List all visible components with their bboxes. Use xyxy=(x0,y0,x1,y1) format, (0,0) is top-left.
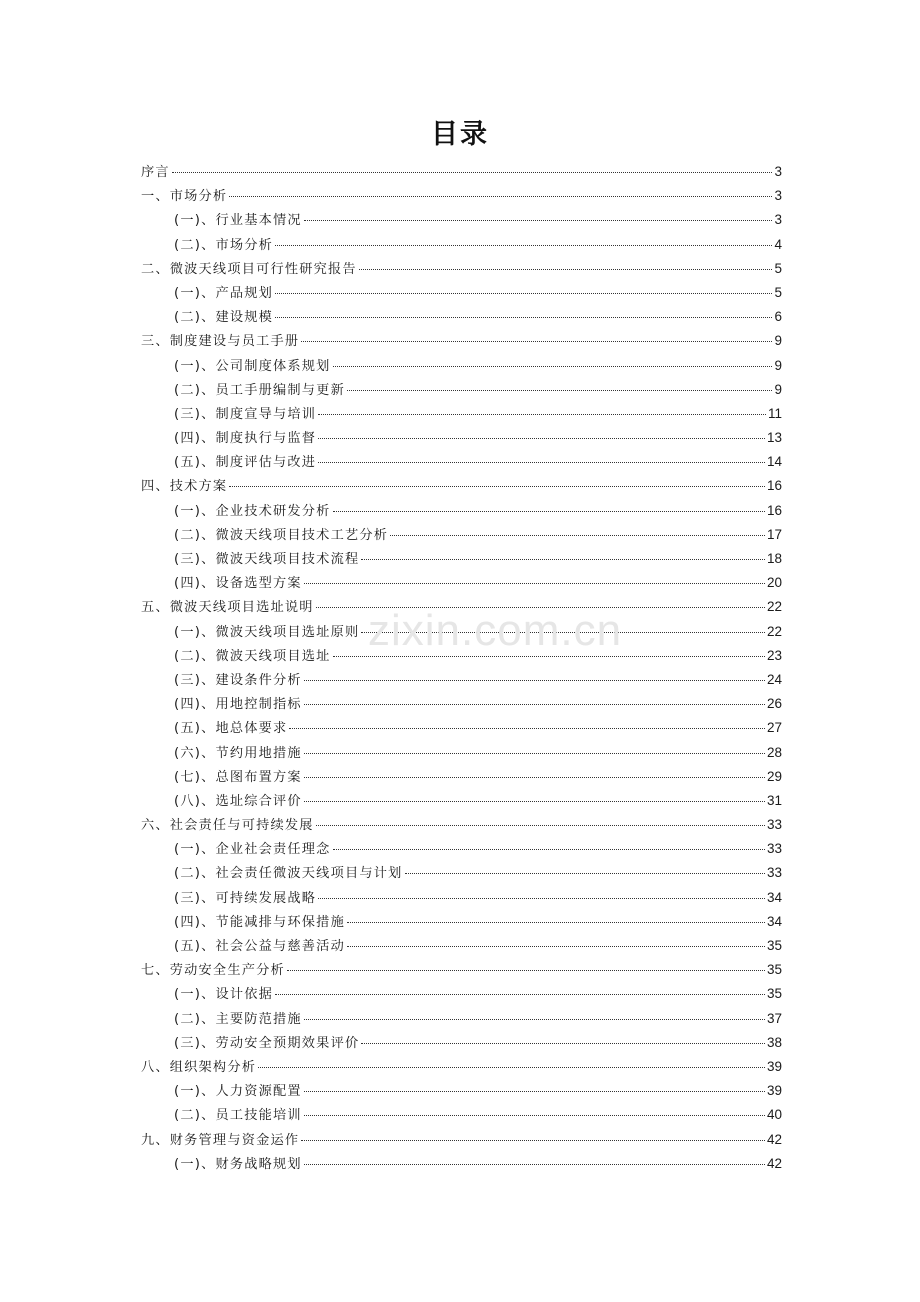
dot-leader xyxy=(289,727,765,729)
toc-entry[interactable] xyxy=(141,474,782,498)
toc-entry[interactable] xyxy=(141,741,782,765)
toc-entry[interactable] xyxy=(141,716,782,740)
dot-leader xyxy=(304,1090,765,1092)
toc-entry-page-number: 24 xyxy=(766,671,782,687)
toc-entry-label: 一、市场分析 xyxy=(141,189,228,205)
dot-leader xyxy=(304,679,765,681)
dot-leader xyxy=(333,365,773,367)
toc-entry-label: (二)、社会责任微波天线项目与计划 xyxy=(174,866,403,882)
toc-entry[interactable] xyxy=(141,1103,782,1127)
toc-entry[interactable] xyxy=(141,692,782,716)
dot-leader xyxy=(304,219,773,221)
toc-entry[interactable] xyxy=(141,644,782,668)
toc-entry-page-number: 40 xyxy=(766,1107,782,1123)
toc-entry[interactable] xyxy=(141,837,782,861)
toc-entry-label: (五)、地总体要求 xyxy=(174,721,288,737)
dot-leader xyxy=(347,389,773,391)
toc-entry-page-number: 17 xyxy=(766,526,782,542)
dot-leader xyxy=(361,631,765,633)
toc-entry[interactable] xyxy=(141,329,782,353)
toc-entry[interactable] xyxy=(141,499,782,523)
toc-entry[interactable] xyxy=(141,354,782,378)
dot-leader xyxy=(333,655,765,657)
toc-entry-label: (三)、建设条件分析 xyxy=(174,672,302,688)
dot-leader xyxy=(359,268,773,270)
toc-entry[interactable] xyxy=(141,958,782,982)
dot-leader xyxy=(275,244,772,246)
toc-entry-page-number: 33 xyxy=(766,817,782,833)
dot-leader xyxy=(304,582,765,584)
toc-entry-label: (三)、可持续发展战略 xyxy=(174,890,317,906)
toc-entry-label: (二)、微波天线项目选址 xyxy=(174,648,331,664)
toc-entry-label: (六)、节约用地措施 xyxy=(174,745,302,761)
toc-entry-label: (一)、人力资源配置 xyxy=(174,1084,302,1100)
toc-entry-page-number: 28 xyxy=(766,744,782,760)
toc-entry-label: 八、组织架构分析 xyxy=(141,1059,257,1075)
toc-entry-page-number: 20 xyxy=(766,575,782,591)
toc-entry[interactable] xyxy=(141,813,782,837)
toc-entry-page-number: 22 xyxy=(766,623,782,639)
toc-entry[interactable] xyxy=(141,160,782,184)
dot-leader xyxy=(347,921,765,923)
toc-entry[interactable] xyxy=(141,571,782,595)
toc-entry-page-number: 9 xyxy=(774,381,782,397)
dot-leader xyxy=(304,776,765,778)
toc-entry-label: (一)、产品规划 xyxy=(174,285,274,301)
toc-entry-label: (二)、员工技能培训 xyxy=(174,1108,302,1124)
toc-entry[interactable] xyxy=(141,305,782,329)
toc-entry[interactable] xyxy=(141,1079,782,1103)
dot-leader xyxy=(361,1042,765,1044)
toc-entry-page-number: 3 xyxy=(774,212,782,228)
toc-entry-label: (三)、微波天线项目技术流程 xyxy=(174,552,360,567)
dot-leader xyxy=(304,752,765,754)
toc-entry-page-number: 3 xyxy=(774,164,782,179)
toc-entry-label: (一)、设计依据 xyxy=(174,987,274,1003)
toc-title: 目录 xyxy=(431,119,489,150)
dot-leader xyxy=(390,534,765,536)
toc-entry-page-number: 37 xyxy=(766,1010,782,1026)
toc-entry-page-number: 4 xyxy=(774,236,782,252)
toc-entry-page-number: 23 xyxy=(766,647,782,663)
toc-entry-label: (二)、市场分析 xyxy=(174,237,274,253)
toc-entry-page-number: 35 xyxy=(766,986,782,1002)
toc-entry-page-number: 9 xyxy=(774,333,782,349)
toc-entry-label: 四、技术方案 xyxy=(141,479,228,495)
dot-leader xyxy=(333,510,765,512)
toc-entry-page-number: 5 xyxy=(774,260,782,276)
dot-leader xyxy=(304,1163,765,1165)
toc-entry[interactable] xyxy=(141,233,782,257)
toc-entry-label: 二、微波天线项目可行性研究报告 xyxy=(141,261,357,277)
toc-entry-page-number: 18 xyxy=(766,551,782,566)
toc-entry-label: (四)、制度执行与监督 xyxy=(174,431,317,447)
toc-entry[interactable] xyxy=(141,1055,782,1079)
toc-entry-page-number: 42 xyxy=(766,1155,782,1171)
toc-entry[interactable] xyxy=(141,523,782,547)
toc-entry[interactable] xyxy=(141,595,782,619)
toc-entry[interactable] xyxy=(141,789,782,813)
toc-entry[interactable] xyxy=(141,402,782,426)
dot-leader xyxy=(333,848,765,850)
watermark: zixin.com.cn xyxy=(368,606,623,655)
toc-entry-page-number: 34 xyxy=(766,913,782,929)
dot-leader xyxy=(304,1114,765,1116)
toc-entry-page-number: 39 xyxy=(766,1083,782,1099)
dot-leader xyxy=(229,195,772,197)
toc-entry-page-number: 16 xyxy=(766,502,782,518)
toc-entry-page-number: 6 xyxy=(774,309,782,325)
toc-entry[interactable] xyxy=(141,1152,782,1176)
toc-entry-page-number: 34 xyxy=(766,889,782,905)
toc-entry-page-number: 11 xyxy=(767,405,782,421)
dot-leader xyxy=(301,1139,765,1141)
toc-entry-label: (七)、总图布置方案 xyxy=(174,769,302,785)
toc-entry-page-number: 3 xyxy=(774,188,782,204)
dot-leader xyxy=(304,703,765,705)
toc-entry-label: (五)、制度评估与改进 xyxy=(174,455,317,471)
toc-entry-label: (一)、企业社会责任理念 xyxy=(174,842,331,858)
toc-entry[interactable] xyxy=(141,257,782,281)
toc-entry-label: (四)、设备选型方案 xyxy=(174,576,302,592)
toc-entry[interactable] xyxy=(141,1031,782,1055)
toc-entry-label: (四)、用地控制指标 xyxy=(174,697,302,713)
toc-entry[interactable] xyxy=(141,765,782,789)
dot-leader xyxy=(316,824,765,826)
toc-entry-label: 五、微波天线项目选址说明 xyxy=(141,600,314,616)
toc-entry[interactable] xyxy=(141,378,782,402)
toc-entry-label: (二)、员工手册编制与更新 xyxy=(174,382,345,398)
toc-entry-label: (一)、财务战略规划 xyxy=(174,1156,302,1172)
toc-entry-label: 序言 xyxy=(141,165,170,180)
toc-entry-label: (二)、主要防范措施 xyxy=(174,1011,302,1027)
toc-entry[interactable] xyxy=(141,426,782,450)
dot-leader xyxy=(229,485,765,487)
toc-entry[interactable] xyxy=(141,547,782,571)
toc-entry-label: (五)、社会公益与慈善活动 xyxy=(174,939,345,954)
toc-entry-page-number: 14 xyxy=(766,454,782,470)
toc-entry-label: (三)、制度宣导与培训 xyxy=(174,406,317,422)
toc-entry[interactable] xyxy=(141,1128,782,1152)
toc-entry-label: (一)、公司制度体系规划 xyxy=(174,358,331,374)
dot-leader xyxy=(361,558,765,560)
toc-entry[interactable] xyxy=(141,886,782,910)
toc-entry-label: (二)、微波天线项目技术工艺分析 xyxy=(174,527,389,543)
toc-entry-page-number: 9 xyxy=(774,357,782,373)
dot-leader xyxy=(304,800,765,802)
toc-entry[interactable] xyxy=(141,668,782,692)
toc-entry-label: (三)、劳动安全预期效果评价 xyxy=(174,1035,360,1051)
dot-leader xyxy=(347,945,765,947)
toc-entry-page-number: 39 xyxy=(766,1058,782,1074)
dot-leader xyxy=(287,969,765,971)
toc-entry[interactable] xyxy=(141,934,782,958)
dot-leader xyxy=(318,413,766,415)
toc-entry-label: (二)、建设规模 xyxy=(174,310,274,326)
dot-leader xyxy=(258,1066,765,1068)
toc-entry-label: 六、社会责任与可持续发展 xyxy=(141,818,314,834)
table-of-contents xyxy=(141,160,782,1176)
toc-entry-label: 七、劳动安全生产分析 xyxy=(141,963,285,979)
toc-entry-page-number: 33 xyxy=(766,841,782,857)
toc-entry-page-number: 29 xyxy=(766,768,782,784)
toc-entry-page-number: 22 xyxy=(766,599,782,615)
toc-entry[interactable] xyxy=(141,450,782,474)
toc-entry-page-number: 26 xyxy=(766,696,782,712)
dot-leader xyxy=(318,437,765,439)
dot-leader xyxy=(318,897,765,899)
toc-entry-page-number: 42 xyxy=(766,1131,782,1147)
dot-leader xyxy=(275,316,772,318)
dot-leader xyxy=(301,340,772,342)
toc-entry[interactable] xyxy=(141,861,782,885)
dot-leader xyxy=(275,292,772,294)
toc-entry-label: (一)、行业基本情况 xyxy=(174,213,302,229)
toc-entry[interactable] xyxy=(141,208,782,232)
toc-entry[interactable] xyxy=(141,1007,782,1031)
toc-entry-label: (八)、选址综合评价 xyxy=(174,793,302,809)
toc-entry-label: 三、制度建设与员工手册 xyxy=(141,334,300,350)
toc-entry-page-number: 16 xyxy=(766,478,782,494)
toc-entry-page-number: 5 xyxy=(774,284,782,300)
dot-leader xyxy=(172,171,773,173)
toc-entry-label: (一)、企业技术研发分析 xyxy=(174,503,331,519)
dot-leader xyxy=(405,872,765,874)
toc-entry-page-number: 38 xyxy=(766,1034,782,1050)
toc-entry-page-number: 13 xyxy=(766,430,782,446)
toc-entry[interactable] xyxy=(141,982,782,1006)
toc-entry-page-number: 31 xyxy=(766,792,782,808)
toc-entry-label: 九、财务管理与资金运作 xyxy=(141,1132,300,1148)
toc-entry-label: (四)、节能减排与环保措施 xyxy=(174,914,345,930)
dot-leader xyxy=(304,1018,765,1020)
dot-leader xyxy=(318,461,765,463)
toc-entry-page-number: 35 xyxy=(766,962,782,978)
toc-entry[interactable] xyxy=(141,620,782,644)
toc-entry[interactable] xyxy=(141,184,782,208)
toc-entry[interactable] xyxy=(141,281,782,305)
toc-entry-page-number: 27 xyxy=(766,720,782,736)
toc-entry-page-number: 35 xyxy=(766,938,782,953)
toc-entry-page-number: 33 xyxy=(766,865,782,881)
dot-leader xyxy=(316,606,765,608)
toc-entry-label: (一)、微波天线项目选址原则 xyxy=(174,624,360,640)
toc-entry[interactable] xyxy=(141,910,782,934)
dot-leader xyxy=(275,993,765,995)
